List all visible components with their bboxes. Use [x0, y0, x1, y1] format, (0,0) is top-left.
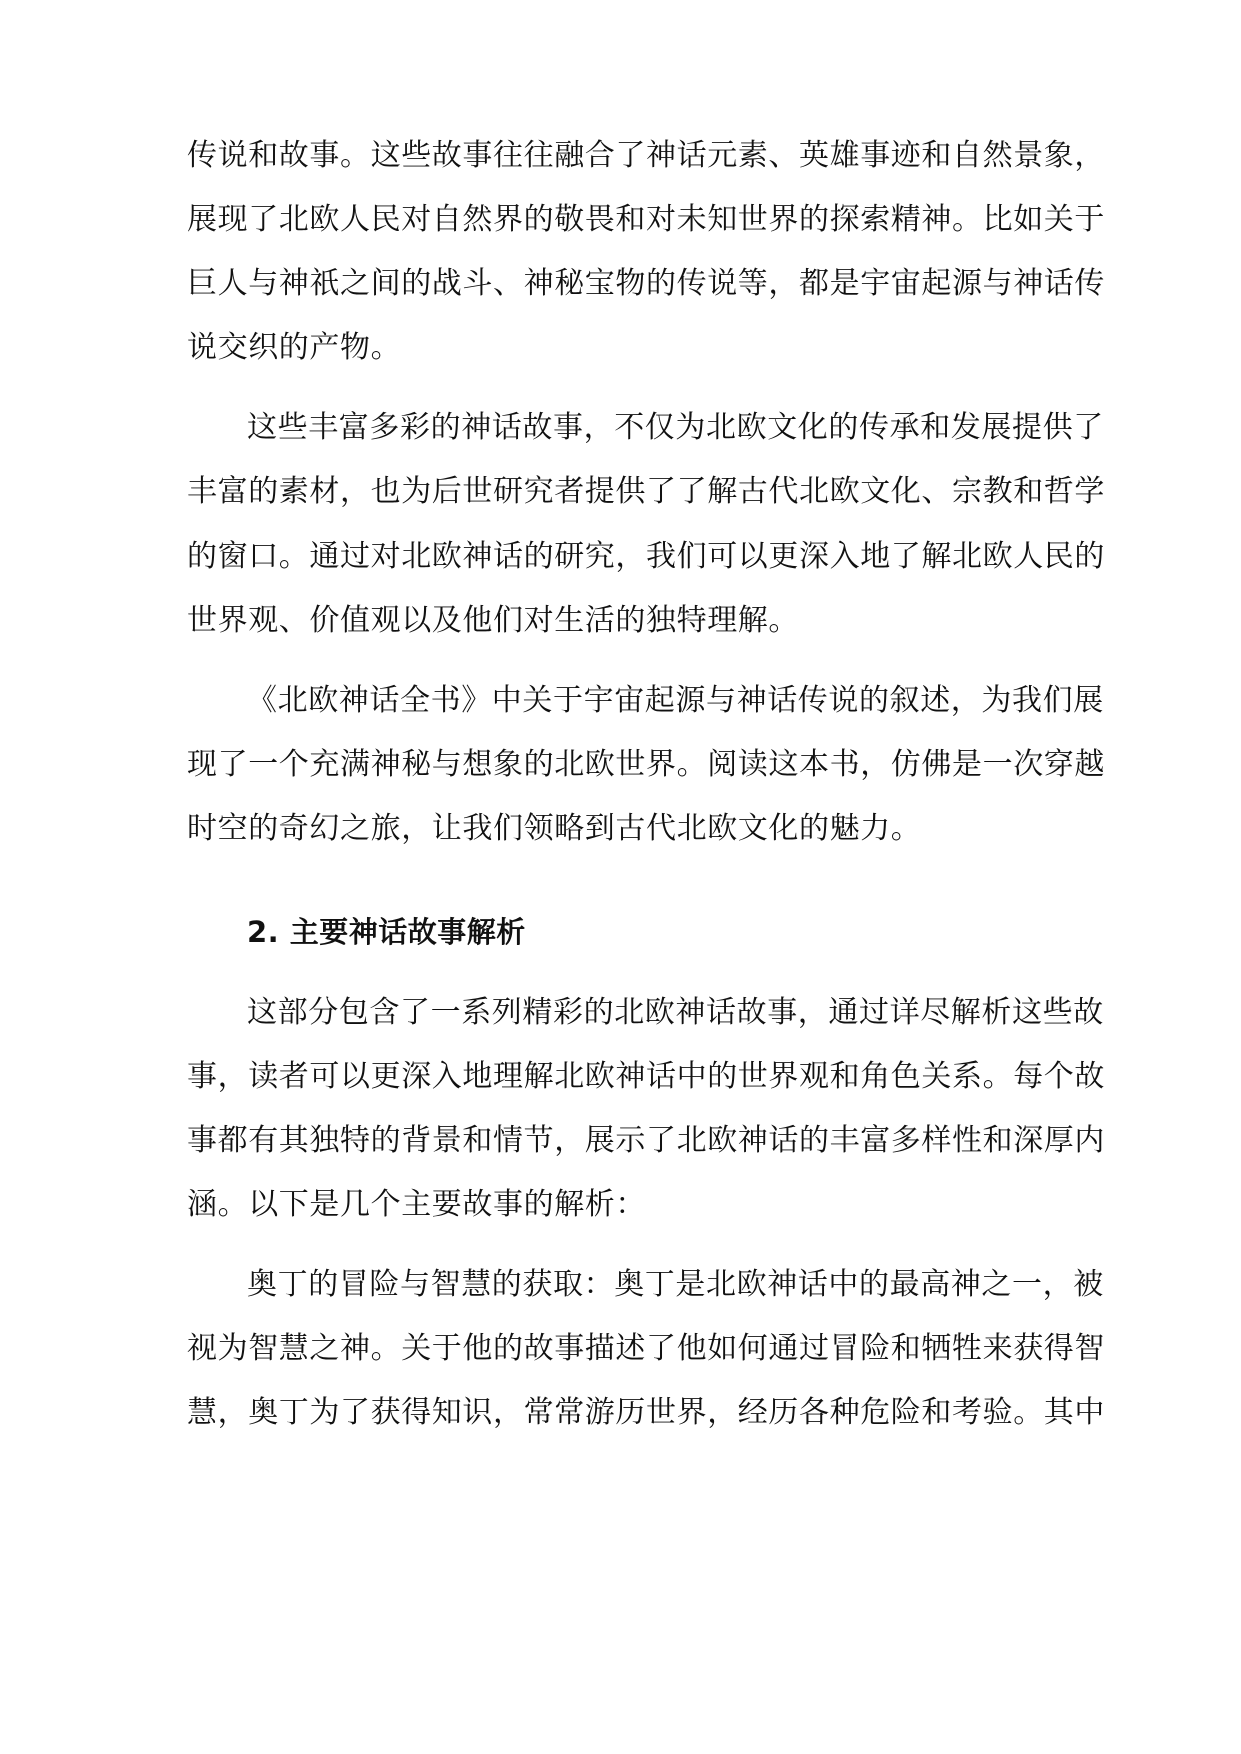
- paragraph-5-line-1: 奥丁的冒险与智慧的获取：奥丁是北欧神话中的最高神之一，被: [247, 1267, 1104, 1302]
- paragraph-2-line-1: 这些丰富多彩的神话故事，不仅为北欧文化的传承和发展提供了: [247, 410, 1104, 445]
- paragraph-4-line-1: 这部分包含了一系列精彩的北欧神话故事，通过详尽解析这些故: [247, 995, 1104, 1030]
- paragraph-4-line-3: 事都有其独特的背景和情节，展示了北欧神话的丰富多样性和深厚内: [187, 1123, 1105, 1158]
- paragraph-2-line-4: 世界观、价值观以及他们对生活的独特理解。: [187, 603, 799, 638]
- paragraph-1-line-2: 展现了北欧人民对自然界的敬畏和对未知世界的探索精神。比如关于: [187, 202, 1105, 237]
- section-heading: 2. 主要神话故事解析: [247, 915, 526, 949]
- paragraph-1-line-4: 说交织的产物。: [187, 330, 402, 365]
- paragraph-1-line-1: 传说和故事。这些故事往往融合了神话元素、英雄事迹和自然景象，: [187, 138, 1105, 173]
- paragraph-1-line-3: 巨人与神祇之间的战斗、神秘宝物的传说等，都是宇宙起源与神话传: [187, 266, 1105, 301]
- paragraph-5-line-3: 慧，奥丁为了获得知识，常常游历世界，经历各种危险和考验。其中: [187, 1395, 1105, 1430]
- paragraph-2-line-3: 的窗口。通过对北欧神话的研究，我们可以更深入地了解北欧人民的: [187, 539, 1105, 574]
- paragraph-3-line-1: 《北欧神话全书》中关于宇宙起源与神话传说的叙述，为我们展: [247, 683, 1104, 718]
- paragraph-5-line-2: 视为智慧之神。关于他的故事描述了他如何通过冒险和牺牲来获得智: [187, 1331, 1105, 1366]
- paragraph-4-line-2: 事，读者可以更深入地理解北欧神话中的世界观和角色关系。每个故: [187, 1059, 1105, 1094]
- paragraph-3-line-2: 现了一个充满神秘与想象的北欧世界。阅读这本书，仿佛是一次穿越: [187, 747, 1105, 782]
- paragraph-2-line-2: 丰富的素材，也为后世研究者提供了了解古代北欧文化、宗教和哲学: [187, 474, 1105, 509]
- paragraph-3-line-3: 时空的奇幻之旅，让我们领略到古代北欧文化的魅力。: [187, 811, 922, 846]
- paragraph-4-line-4: 涵。以下是几个主要故事的解析：: [187, 1187, 646, 1222]
